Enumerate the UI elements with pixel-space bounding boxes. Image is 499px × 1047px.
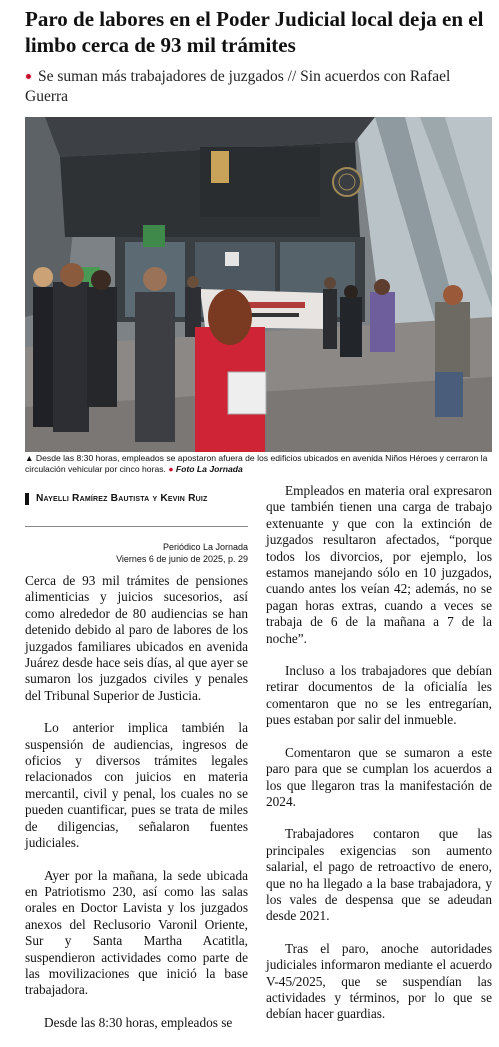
red-bullet-icon xyxy=(25,73,32,80)
caption-text: Desde las 8:30 horas, empleados se apostaron afuera de los edificios ubicados en avenida Niños Héroes y cerraron la circulación vehicular por cinco horas. xyxy=(25,453,488,474)
caption-credit-bullet-icon: ● xyxy=(168,464,174,474)
publication-paper: Periódico La Jornada xyxy=(162,542,248,552)
paragraph: Lo anterior implica también la suspensión de audiencias, ingresos de oficios y diversos trámites legales relacionados con juicios en materia mercantil, civil y penal, los cuales no se pueden cuantificar, pues se trata de miles de diligencias, señalaron fuentes judiciales. xyxy=(25,720,248,851)
news-photo xyxy=(25,117,492,452)
article-column-right xyxy=(266,483,492,1039)
caption-marker: ▲ xyxy=(25,453,34,463)
byline-divider xyxy=(25,526,248,527)
paragraph: Cerca de 93 mil trámites de pensiones alimenticias y juicios sucesorios, así como alrededor de 80 audiencias se han detenido debido al paro de labores de los juzgados familiares ubicados en avenida Juárez desde hace seis días, al que ayer se sumaron los juzgados civiles y penales del Tribunal Superior de Justicia. xyxy=(25,573,248,703)
paragraph: Ayer por la mañana, la sede ubicada en Patriotismo 230, así como las salas orales en Doctor Lavista y los juzgados anexos del Reclusorio Varonil Oriente, Sur y Santa Martha Acatitla, suspendieron actividades como parte de las movilizaciones que inició la base trabajadora. xyxy=(25,867,248,998)
paragraph: Incluso a los trabajadores que debían retirar documentos de la oficialía les comentaron que no se les entregarían, pues estaban por salir del inmueble. xyxy=(266,663,492,728)
publication-info xyxy=(25,541,248,565)
paragraph: Trabajadores contaron que las principales exigencias son aumento salarial, el pago de retroactivo de enero, que no ha llegado a la base trabajadora, y los vales de despensa que se adeudan desde 2021. xyxy=(266,826,492,924)
paragraph: Tras el paro, anoche autoridades judiciales informaron mediante el acuerdo V-45/2025, que se suspendían las actividades y términos, por lo que se debían hacer guardias. xyxy=(266,940,492,1022)
paragraph: Empleados en materia oral expresaron que también tienen una carga de trabajo extenuante y que con la extinción de juzgados resultaron afectados, “porque todos los divorcios, por ejemplo, los estamos manejando sólo en 10 juzgados, cuando antes los veían 42; además, no se pagan horas extras, cuando a veces se trabaja de 6 de la mañana a 7 de la noche”. xyxy=(266,483,492,646)
article-column-left xyxy=(25,573,248,1047)
subheadline-text: Se suman más trabajadores de juzgados // Sin acuerdos con Rafael Guerra xyxy=(25,68,451,105)
paragraph: Comentaron que se sumaron a este paro para que se cumplan los acuerdos a los que llegaron tras la manifestación de 2024. xyxy=(266,744,492,809)
headline: Paro de labores en el Poder Judicial local deja en el limbo cerca de 93 mil trámites xyxy=(25,7,484,57)
photo-caption xyxy=(25,453,492,475)
subheadline xyxy=(25,67,493,107)
paragraph: Desde las 8:30 horas, empleados se xyxy=(44,1014,233,1030)
caption-credit: Foto La Jornada xyxy=(175,464,243,474)
publication-date: Viernes 6 de junio de 2025, p. 29 xyxy=(116,554,248,564)
byline: Nayelli Ramírez Bautista y Kevin Ruiz xyxy=(25,493,250,505)
